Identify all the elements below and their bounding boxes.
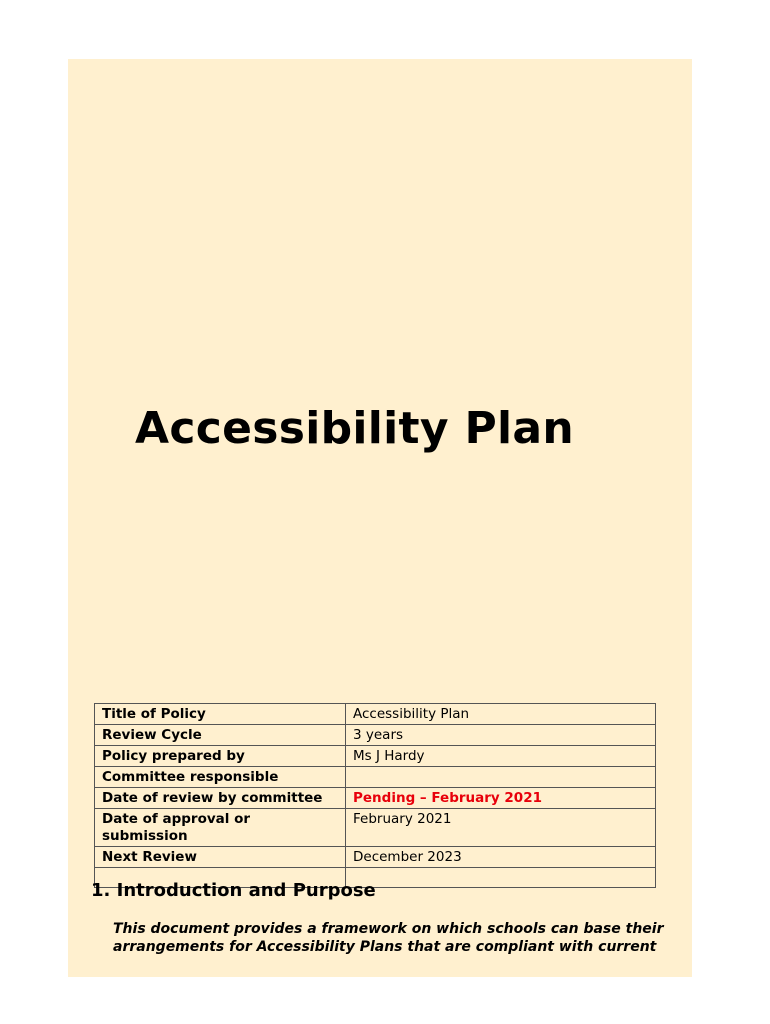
table-row (95, 767, 656, 788)
table-row (95, 746, 656, 767)
committee-label: Committee responsible (95, 767, 346, 788)
review-cycle-value: 3 years (346, 725, 656, 746)
document-title: Accessibility Plan (135, 403, 575, 454)
policy-title-value: Accessibility Plan (346, 704, 656, 725)
review-cycle-label: Review Cycle (95, 725, 346, 746)
table-row (95, 847, 656, 868)
policy-title-label: Title of Policy (95, 704, 346, 725)
next-review-label: Next Review (95, 847, 346, 868)
approval-date-label: Date of approval or submission (95, 809, 346, 847)
policy-info-table (94, 703, 656, 888)
table-row (95, 725, 656, 746)
review-date-label: Date of review by committee (95, 788, 346, 809)
approval-date-value: February 2021 (346, 809, 656, 847)
table-row (95, 788, 656, 809)
section-heading: 1. Introduction and Purpose (91, 880, 376, 901)
prepared-by-label: Policy prepared by (95, 746, 346, 767)
prepared-by-value: Ms J Hardy (346, 746, 656, 767)
intro-paragraph: This document provides a framework on which schools can base their arrangements for Accessibility Plans that are compliant with current (113, 921, 664, 955)
committee-value (346, 767, 656, 788)
table-row (95, 704, 656, 725)
document-page (68, 59, 692, 977)
next-review-value: December 2023 (346, 847, 656, 868)
table-row (95, 809, 656, 847)
empty-cell (346, 868, 656, 888)
review-date-value: Pending – February 2021 (346, 788, 656, 809)
